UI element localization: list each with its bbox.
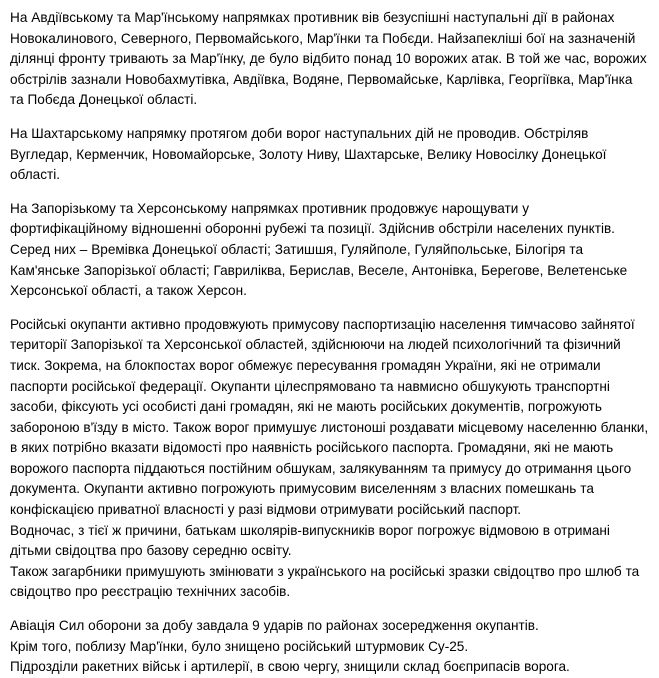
paragraph-3: На Запорізькому та Херсонському напрямках противник продовжує нарощувати у фортифікаційному відношенні оборонні рубежі та позиції. Здійснив обстріли населених пунктів. Серед них – Времівка Донецької області; Затишшя, Гуляйполе, Гуляйпольське, Білогіря та Кам'янське Запорізької області; Гавриліква, Берислав, Веселе, Антонівка, Берегове, Велетенське Херсонської області, а також Херсон. bbox=[10, 200, 628, 299]
paragraph-6: Також загарбники примушують змінювати з українського на російські зразки свідоцтво про шлюб та свідоцтво про реєстрацію технічних засобів. bbox=[10, 563, 640, 600]
paragraph-5: Водночас, з тієї ж причини, батькам школярів-випускників ворог погрожує відмовою в отримані дітьми свідоцтва про базову середню освіту. bbox=[10, 522, 610, 559]
paragraph-4: Російські окупанти активно продовжують примусову паспортизацію населення тимчасово зайнятої території Запорізької та Херсонської областей, здійснюючи на людей психологічний та фізичний тиск. Зокрема, на блокпостах ворог обмежує пересування громадян України, які не отримали паспорти російської федерації. Окупанти цілеспрямовано та навмисно обшукують транспортні засоби, фіксують усі особисті дані громадян, які не мають російських документів, погрожують забороною в'їзду в місто. Також ворог примушує листоноші роздавати місцевому населенню бланки, в яких потрібно вказати відомості про наявність російського паспорта. Громадяни, які не мають ворожого паспорта піддаються постійним обшукам, залякуванням та примусу до отримання цього документа. Окупанти активно погрожують примусовим виселенням з власних помешкань та конфіскацією приватної власності у разі відмови отримувати російський паспорт. bbox=[10, 316, 649, 518]
paragraph-8: Крім того, поблизу Мар'їнки, було знищено російський штурмовик Су-25. bbox=[10, 638, 469, 654]
paragraph-7: Авіація Сил оборони за добу завдала 9 ударів по районах зосередження окупантів. bbox=[10, 618, 539, 634]
paragraph-9: Підрозділи ракетних військ і артилерії, в свою чергу, знищили склад боєприпасів ворога. bbox=[10, 659, 570, 675]
paragraph-1: На Авдіївському та Мар'їнському напрямках противник вів безуспішні наступальні дії в районах Новокалинового, Северного, Первомайського, Мар'їнки та Побєди. Найзапеклiші бої на зазначеній ділянці фронту тривають за Мар'їнку, де було відбито понад 10 ворожих атак. В той же час, ворожих обстрілів зазнали Новобахмутівка, Авдіївка, Водяне, Первомайське, Карлівка, Георгіївка, Мар'їнка та Побєда Донецької області. bbox=[10, 10, 647, 108]
paragraph-2: На Шахтарському напрямку протягом доби ворог наступальних дій не проводив. Обстріляв Вугледар, Керменчик, Новомайорське, Золоту Ниву, Шахтарське, Велику Новосілку Донецької області. bbox=[10, 125, 607, 183]
